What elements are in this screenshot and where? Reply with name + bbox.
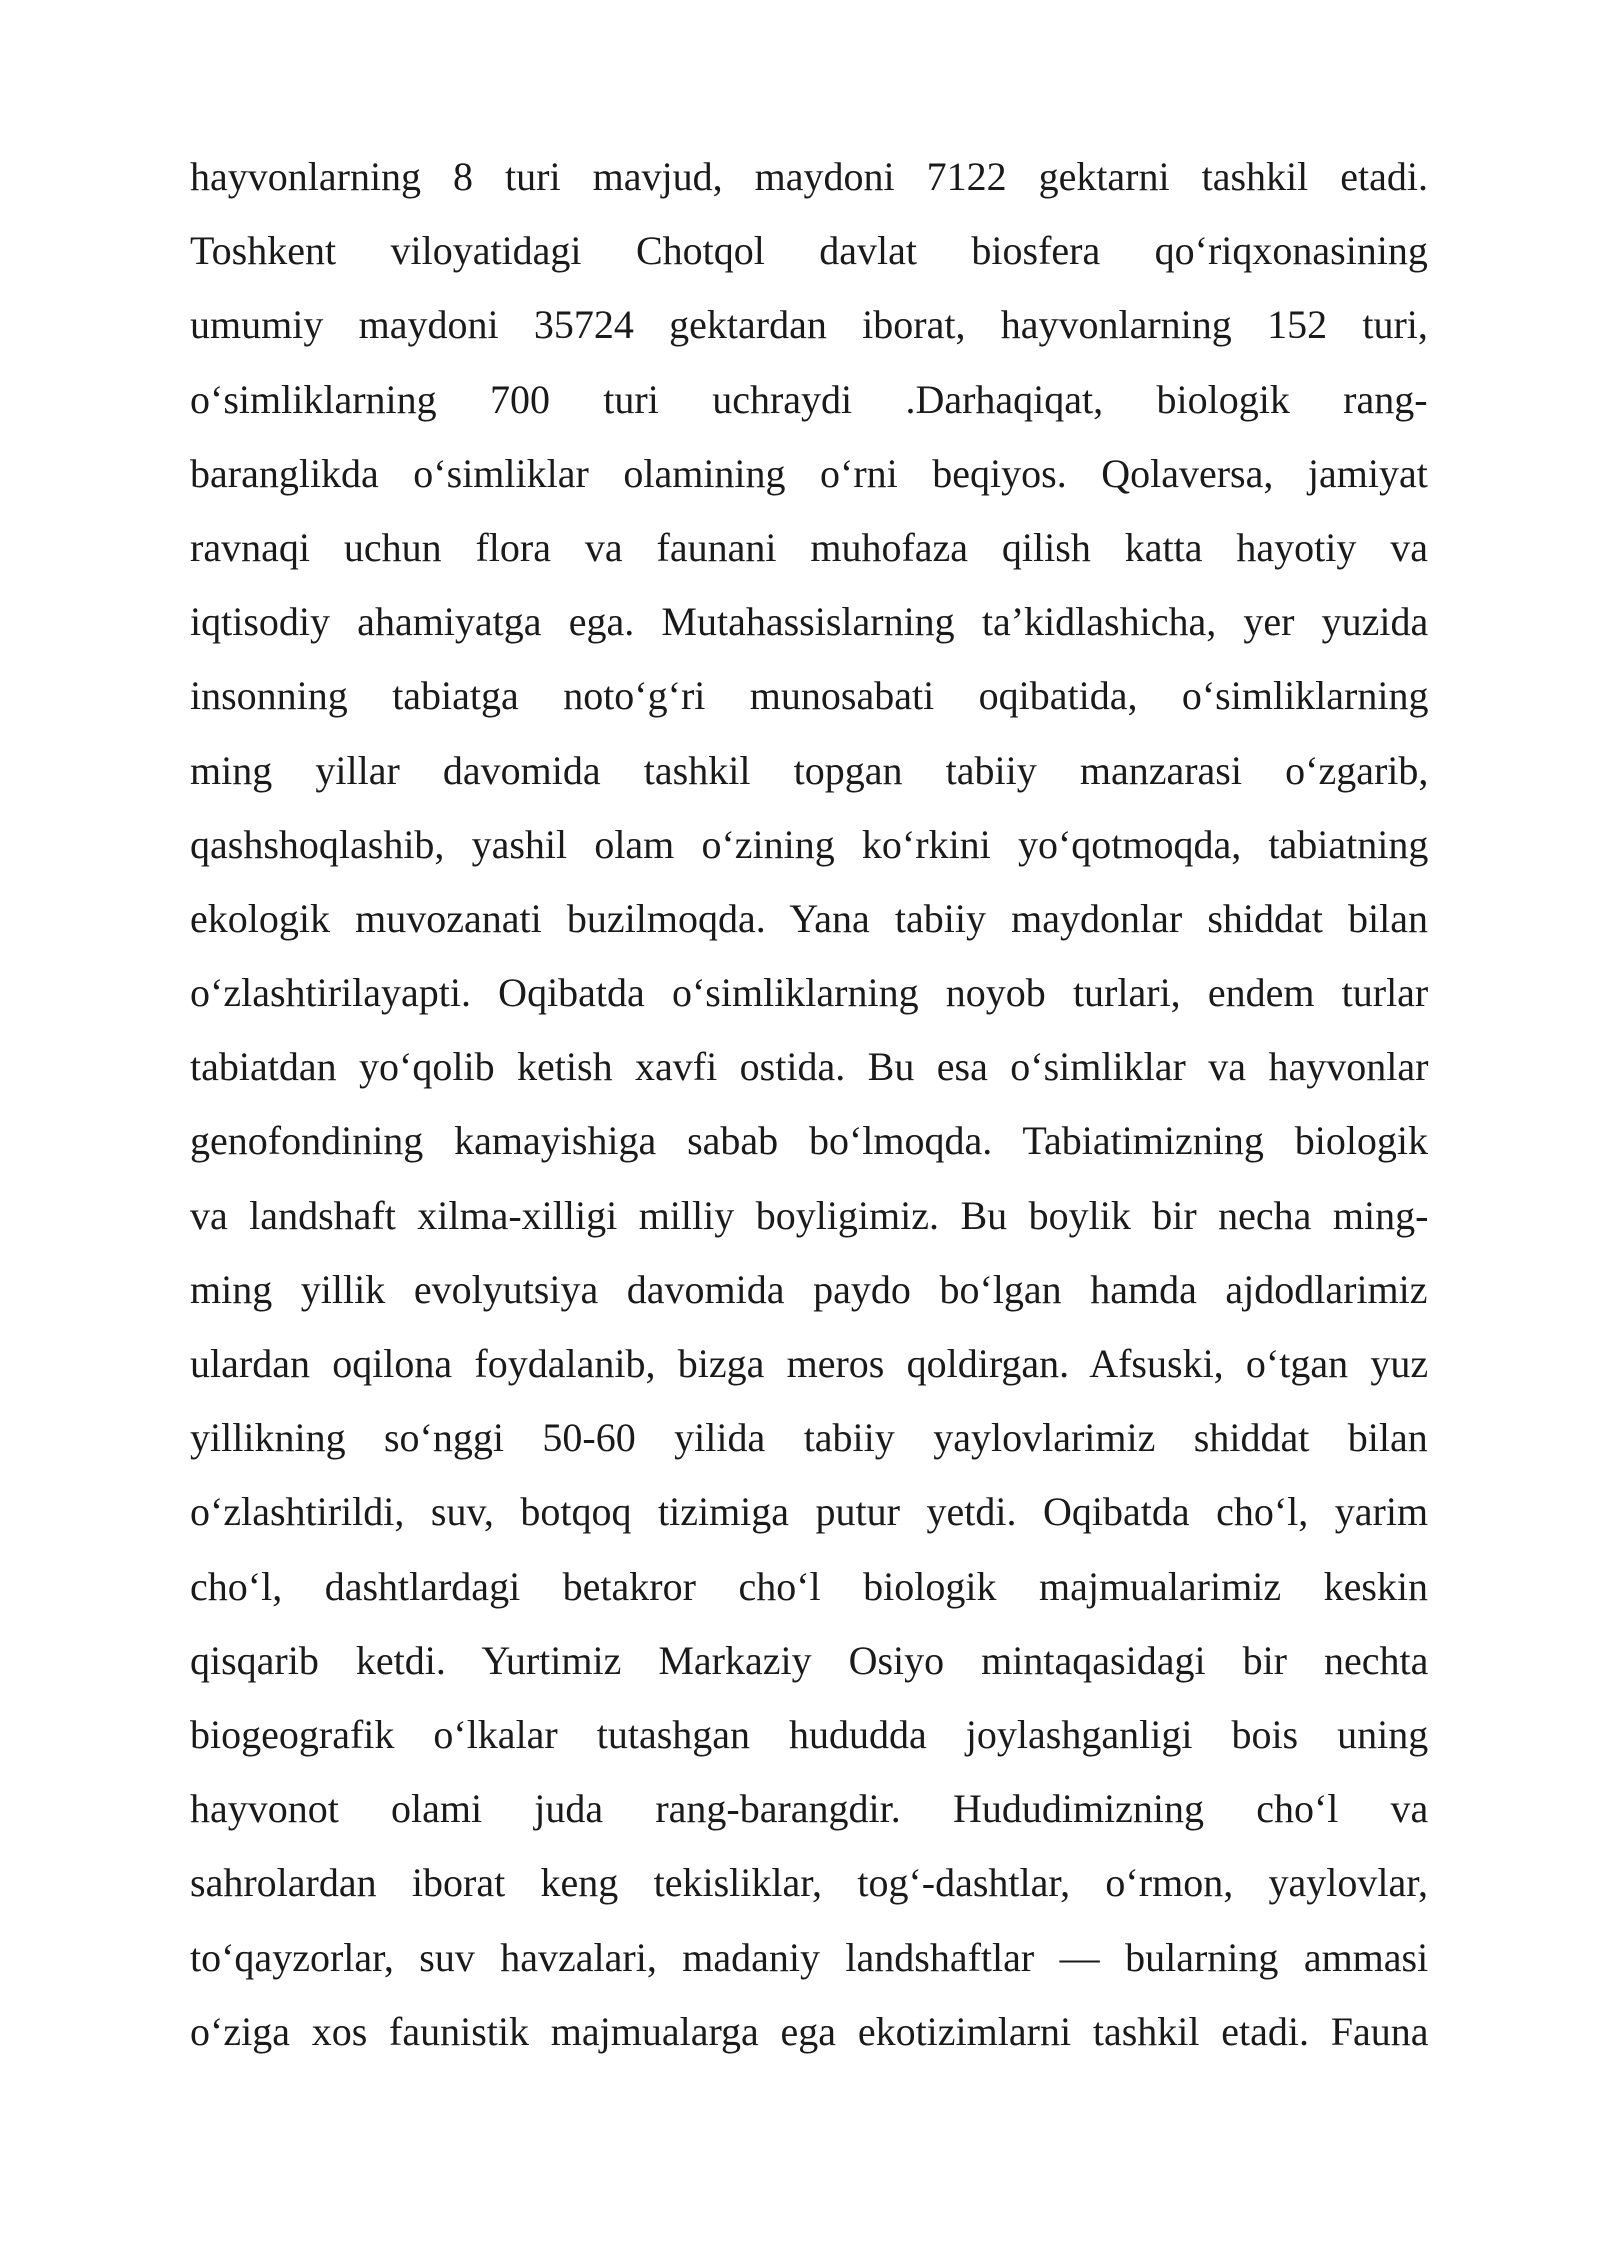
text-line: insonning tabiatga noto‘g‘ri munosabati oqibatida, o‘simliklarning [190, 673, 1429, 719]
text-line: hayvonlarning 8 turi mavjud, maydoni 7122 gektarni tashkil etadi. [190, 154, 1429, 199]
text-line: qisqarib ketdi. Yurtimiz Markaziy Osiyo mintaqasidagi bir nechta [190, 1637, 1429, 1683]
text-line: baranglikda o‘simliklar olamining o‘rni beqiyos. Qolaversa, jamiyat [190, 450, 1428, 496]
text-line: to‘qayzorlar, suv havzalari, madaniy landshaftlar — bularning ammasi [190, 1934, 1429, 1980]
text-line: sahrolardan iborat keng tekisliklar, tog‘-dashtlar, o‘rmon, yaylovlar, [190, 1860, 1428, 1906]
text-line: tabiatdan yo‘qolib ketish xavfi ostida. Bu esa o‘simliklar va hayvonlar [190, 1044, 1429, 1090]
text-line: o‘simliklarning 700 turi uchraydi .Darhaqiqat, biologik rang- [190, 376, 1428, 422]
text-line: yillikning so‘nggi 50-60 yilida tabiiy yaylovlarimiz shiddat bilan [190, 1415, 1428, 1461]
text-line: o‘zlashtirilayapti. Oqibatda o‘simliklarning noyob turlari, endem turlar [190, 970, 1429, 1016]
text-line: umumiy maydoni 35724 gektardan iborat, hayvonlarning 152 turi, [190, 302, 1428, 348]
text-line: o‘zlashtirildi, suv, botqoq tizimiga putur yetdi. Oqibatda cho‘l, yarim [190, 1489, 1429, 1535]
text-line: va landshaft xilma-xilligi milliy boyligimiz. Bu boylik bir necha ming- [190, 1192, 1429, 1238]
text-line: genofondining kamayishiga sabab bo‘lmoqda. Tabiatimizning biologik [190, 1118, 1429, 1164]
text-line: Toshkent viloyatidagi Chotqol davlat biosfera qo‘riqxonasining [190, 228, 1428, 274]
text-line: ming yillik evolyutsiya davomida paydo bo‘lgan hamda ajdodlarimiz [190, 1266, 1428, 1312]
text-line: o‘ziga xos faunistik majmualarga ega ekotizimlarni tashkil etadi. Fauna [190, 2008, 1429, 2054]
text-line: ekologik muvozanati buzilmoqda. Yana tabiiy maydonlar shiddat bilan [190, 895, 1429, 941]
text-line: ming yillar davomida tashkil topgan tabiiy manzarasi o‘zgarib, [190, 747, 1429, 793]
text-line: qashshoqlashib, yashil olam o‘zining ko‘rkini yo‘qotmoqda, tabiatning [190, 821, 1429, 867]
text-line: ulardan oqilona foydalanib, bizga meros qoldirgan. Afsuski, o‘tgan yuz [190, 1341, 1429, 1386]
body-text [190, 140, 1428, 2069]
text-line: iqtisodiy ahamiyatga ega. Mutahassislarning ta’kidlashicha, yer yuzida [190, 599, 1429, 645]
text-line: biogeografik o‘lkalar tutashgan hududda joylashganligi bois uning [190, 1711, 1429, 1757]
text-line: cho‘l, dashtlardagi betakror cho‘l biologik majmualarimiz keskin [190, 1563, 1429, 1609]
text-line: hayvonot olami juda rang-barangdir. Hududimizning cho‘l va [190, 1786, 1429, 1832]
text-line: ravnaqi uchun flora va faunani muhofaza qilish katta hayotiy va [190, 524, 1428, 570]
